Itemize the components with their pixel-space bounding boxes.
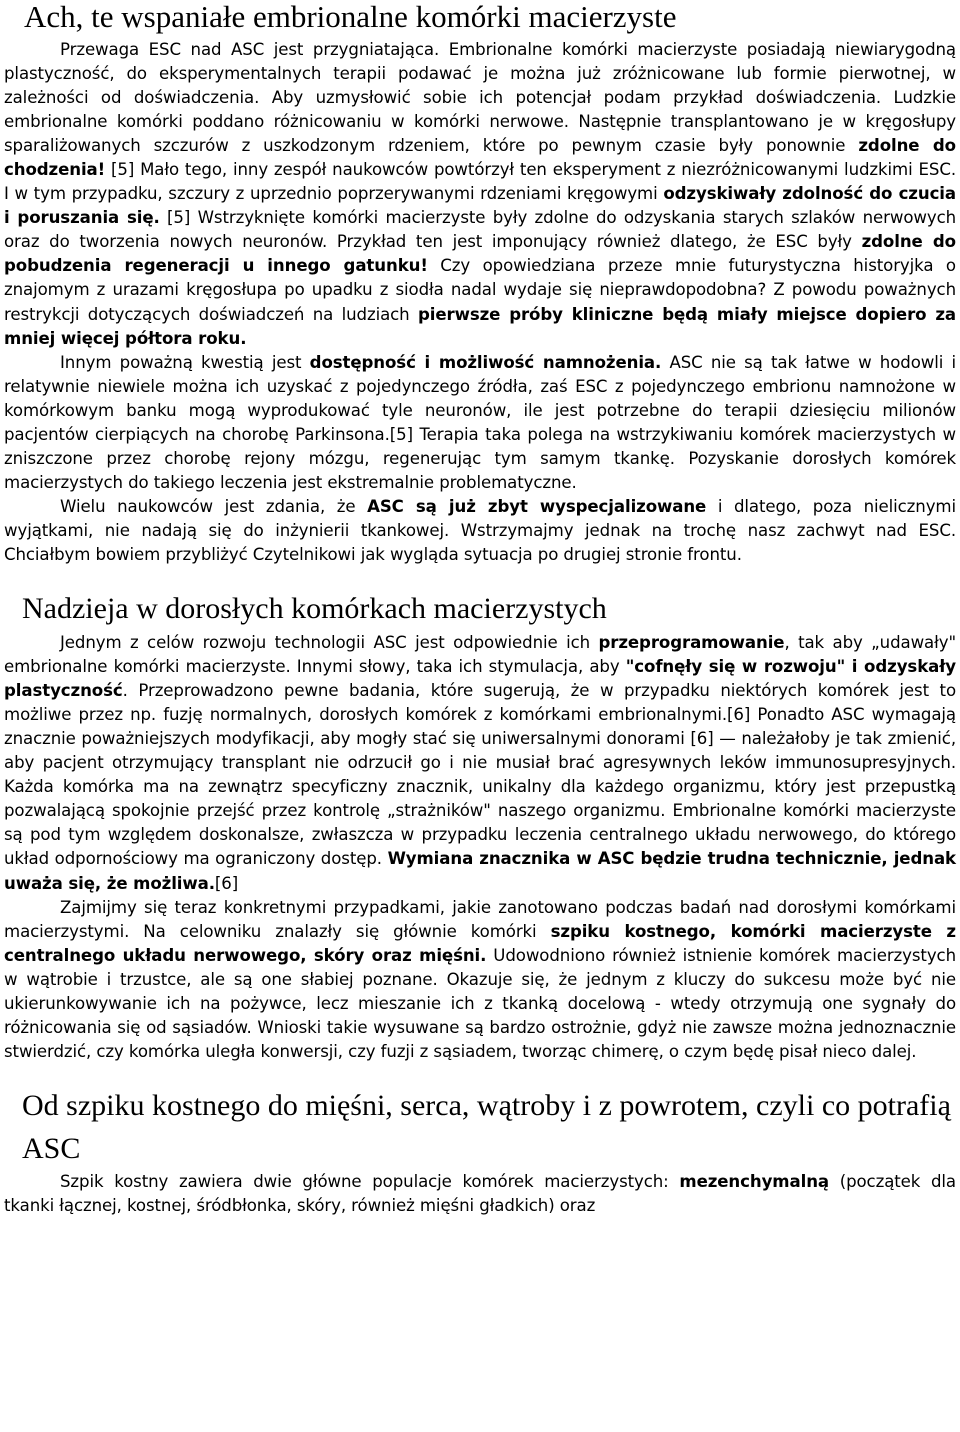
- text-run: ASC nie są tak łatwe w hodowli i relatywnie niewiele można ich uzyskać z pojedynczego źródła, zaś ESC z pojedynczego embrionu namnożone w komórkowym banku mogą wyprodukować tyle neuronów, ile jest potrzebne do terapii dziesięciu milionów pacjentów cierpiących na chorobę Parkinsona.[5] Terapia taka polega na wstrzykiwaniu komórek macierzystych w zniszczone przez chorobę rejony mózgu, regenerując tym samym tkankę. Pozyskanie dorosłych komórek macierzystych do takiego leczenia jest ekstremalnie problematyczne.: [4, 352, 956, 492]
- text-run: [5] Wstrzyknięte komórki macierzyste były zdolne do odzyskania starych szlaków nerwowych oraz do tworzenia nowych neuronów. Przykład ten jest imponujący również dlatego, że ESC były: [4, 208, 957, 252]
- section-body-adult-hope: [4, 631, 956, 1064]
- bold-text-run: odzyskiwały zdolność do czucia i poruszania się.: [4, 184, 956, 228]
- bold-text-run: "cofnęły się w rozwoju" i odzyskały plastyczność: [4, 657, 956, 701]
- text-run: Szpik kostny zawiera dwie główne populacje komórek macierzystych:: [60, 1171, 680, 1191]
- text-run: Wielu naukowców jest zdania, że: [60, 496, 368, 516]
- bold-text-run: zdolne do pobudzenia regeneracji u innego gatunku!: [4, 232, 956, 276]
- bold-text-run: mezenchymalną: [679, 1171, 829, 1191]
- paragraph: [4, 495, 956, 567]
- text-run: Czy opowiedziana przeze mnie futurystyczna historyjka o znajomym z urazami kręgosłupa po upadku z siodła nadal wydaje się nieprawdopodobna? Z powodu poważnych restrykcji dotyczących doświadczeń na ludziach: [4, 256, 956, 324]
- text-run: i dlatego, poza nielicznymi wyjątkami, nie nadają się do inżynierii tkankowej. Wstrzymajmy jednak na trochę nasz zachwyt nad ESC. Chciałbym bowiem przybliżyć Czytelnikowi jak wygląda sytuacja po drugiej stronie frontu.: [4, 496, 956, 564]
- paragraph: [4, 351, 956, 495]
- paragraph: [4, 38, 956, 351]
- bold-text-run: dostępność i możliwość namnożenia.: [309, 352, 662, 372]
- section-heading-embryonic: Ach, te wspaniałe embrionalne komórki macierzyste: [24, 0, 677, 34]
- text-run: Zajmijmy się teraz konkretnymi przypadkami, jakie zanotowano podczas badań nad dorosłymi komórkami macierzystymi. Na celowniku znalazły się głównie komórki: [4, 897, 956, 941]
- text-run: . Przeprowadzono pewne badania, które sugerują, że w przypadku niektórych komórek jest to możliwe przez np. fuzję normalnych, dorosłych komórek z komórkami embrionalnymi.[6] Ponadto ASC wymagają znacznie poważniejszych modyfikacji, aby mogły stać się uniwersalnymi donorami [6] — należałoby je tak zmienić, aby pacjent otrzymujący transplant nie odrzucił go i nie musiał brać agresywnych leków immunosupresyjnych. Każda komórka ma na zewnątrz specyficzny znacznik, unikalny dla każdego organizmu, który jest przepustką pozwalającą spokojnie przejść przez kontrolę „strażników" naszego organizmu. Embrionalne komórki macierzyste są pod tym względem doskonalsze, zwłaszcza w przypadku leczenia centralnego układu nerwowego, do którego układ odpornościowy ma ograniczony dostęp.: [4, 681, 956, 869]
- text-run: [5] Mało tego, inny zespół naukowców powtórzył ten eksperyment z niezróżnicowanymi ludzkimi ESC. I w tym przypadku, szczury z uprzednio poprzerywanymi rdzeniami kręgowymi: [4, 160, 956, 204]
- section-heading-bone-marrow: Od szpiku kostnego do mięśni, serca, wątroby i z powrotem, czyli co potrafią ASC: [22, 1088, 951, 1165]
- paragraph: [4, 631, 956, 896]
- bold-text-run: pierwsze próby kliniczne będą miały miejsce dopiero za mniej więcej półtora roku.: [4, 304, 957, 348]
- bold-text-run: szpiku kostnego, komórki macierzyste z centralnego układu nerwowego, skóry oraz mięśni.: [4, 921, 956, 965]
- document-page: [4, 0, 956, 1218]
- text-run: (początek dla tkanki łącznej, kostnej, śródbłonka, skóry, również mięśni gładkich) oraz: [4, 1171, 956, 1215]
- bold-text-run: zdolne do chodzenia!: [4, 136, 956, 180]
- text-run: Jednym z celów rozwoju technologii ASC jest odpowiednie ich: [60, 633, 599, 653]
- text-run: Udowodniono również istnienie komórek macierzystych w wątrobie i trzustce, ale są one słabiej poznane. Okazuje się, że jednym z kluczy do sukcesu może być nie ukierunkowywanie ich na pożywce, lecz mieszanie ich z tkanką docelową - wtedy otrzymują one sygnały do różnicowania się od sąsiadów. Wnioski takie wysuwane są bardzo ostrożnie, gdyż nie zawsze można jednoznacznie stwierdzić, czy komórka uległa konwersji, czy fuzji z sąsiadem, tworząc chimerę, o czym będę pisał nieco dalej.: [4, 945, 956, 1061]
- text-run: Przewaga ESC nad ASC jest przygniatająca. Embrionalne komórki macierzyste posiadają niewiarygodną plastyczność, do eksperymentalnych terapii podawać je można już zróżnicowane lub formie pierwotnej, w zależności od doświadczenia. Aby uzmysłowić sobie ich potencjał podam przykład doświadczenia. Ludzkie embrionalne komórki poddano różnicowaniu w komórki nerwowe. Następnie transplantowano je w kręgosłupy sparaliżowanych szczurów z uszkodzonym rdzeniem, które po pewnym czasie były ponownie: [4, 40, 956, 156]
- bold-text-run: przeprogramowanie: [598, 633, 785, 653]
- section-body-embryonic: [4, 38, 956, 567]
- section-body-bone-marrow: [4, 1170, 956, 1218]
- paragraph: [4, 1170, 956, 1218]
- paragraph: [4, 896, 956, 1064]
- bold-text-run: ASC są już zbyt wyspecjalizowane: [367, 496, 707, 516]
- bold-text-run: Wymiana znacznika w ASC będzie trudna technicznie, jednak uważa się, że możliwa.: [4, 849, 956, 893]
- text-run: [6]: [214, 873, 239, 893]
- text-run: , tak aby „udawały" embrionalne komórki macierzyste. Innymi słowy, taka ich stymulacja, aby: [4, 633, 956, 677]
- section-heading-adult-hope: Nadzieja w dorosłych komórkach macierzystych: [22, 592, 607, 626]
- text-run: Innym poważną kwestią jest: [60, 352, 310, 372]
